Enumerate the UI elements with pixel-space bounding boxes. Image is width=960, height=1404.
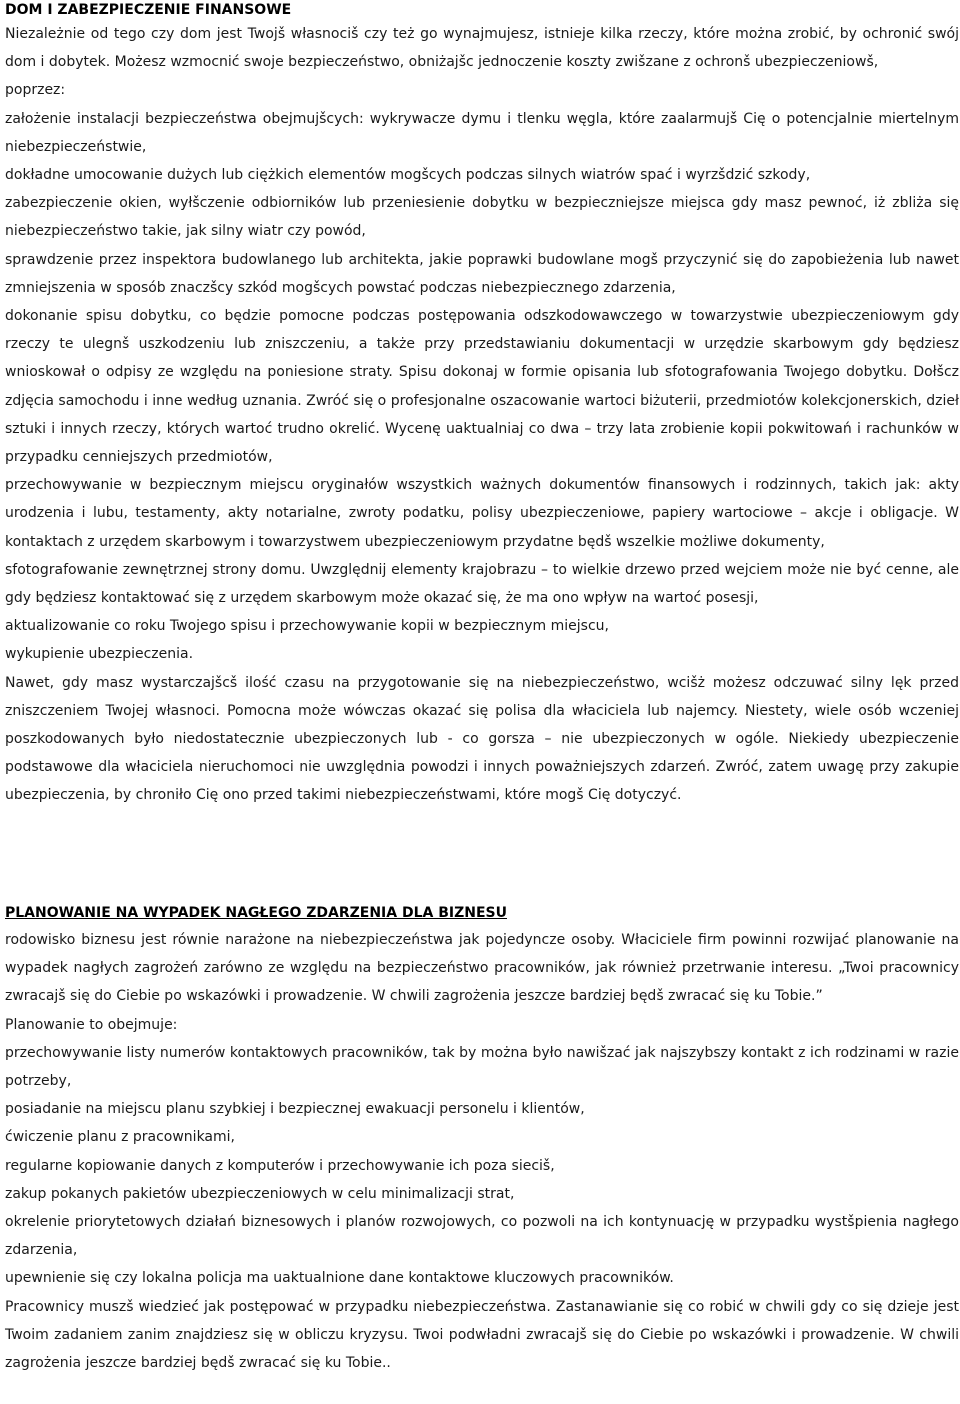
- list-item: zabezpieczenie okien, wyłšczenie odbiorników lub przeniesienie dobytku w bezpieczniejsze miejsca gdy masz pewnoć, iż zbliża się niebezpieczeństwo takie, jak silny wiatr czy powód,: [5, 195, 959, 240]
- paragraph: Pracownicy muszš wiedzieć jak postępować w przypadku niebezpieczeństwa. Zastanawianie się co robić w chwili gdy co się dzieje jest Twoim zadaniem zanim znajdziesz się w obliczu kryzysu. Twoi podwładni zwracajš się do Ciebie po wskazówki i prowadzenie. W chwili zagrożenia jeszcze bardziej będš zwracać się ku Tobie..: [5, 1298, 959, 1372]
- list-item: zakup pokanych pakietów ubezpieczeniowych w celu minimalizacji strat,: [5, 1185, 515, 1202]
- paragraph: poprzez:: [5, 82, 66, 99]
- section-title-business-planning: PLANOWANIE NA WYPADEK NAGŁEGO ZDARZENIA DLA BIZNESU: [5, 905, 507, 921]
- list-item: ćwiczenie planu z pracownikami,: [5, 1129, 235, 1146]
- list-item: założenie instalacji bezpieczeństwa obejmujšcych: wykrywacze dymu i tlenku węgla, które zaalarmujš Cię o potencjalnie miertelnym niebezpieczeństwie,: [5, 110, 959, 155]
- section-title-home-security: DOM I ZABEZPIECZENIE FINANSOWE: [5, 2, 292, 18]
- paragraph: Nawet, gdy masz wystarczajšcš ilość czasu na przygotowanie się na niebezpieczeństwo, wcišż możesz odczuwać silny lęk przed zniszczeniem Twojej własnoci. Pomocna może wówczas okazać się polisa dla właciciela lub najemcy. Niestety, wiele osób wczeniej poszkodowanych było niedostatecznie ubezpieczonych lub - co gorsza – nie ubezpieczonych w ogóle. Niekiedy ubezpieczenie podstawowe dla właciciela nieruchomoci nie uwzględnia powodzi i innych poważniejszych zdarzeń. Zwróć, zatem uwagę przy zakupie ubezpieczenia, by chroniło Cię ono przed takimi niebezpieczeństwami, które mogš Cię dotyczyć.: [5, 674, 959, 804]
- list-item: posiadanie na miejscu planu szybkiej i bezpiecznej ewakuacji personelu i klientów,: [5, 1101, 585, 1118]
- paragraph: rodowisko biznesu jest równie narażone na niebezpieczeństwa jak pojedyncze osoby. Właciciele firm powinni rozwijać planowanie na wypadek nagłych zagrożeń zarówno ze względu na bezpieczeństwo pracowników, jak również przetrwanie interesu. „Twoi pracownicy zwracajš się do Ciebie po wskazówki i prowadzenie. W chwili zagrożenia jeszcze bardziej będš zwracać się ku Tobie.”: [5, 932, 959, 1005]
- paragraph: Planowanie to obejmuje:: [5, 1016, 178, 1033]
- list-item: dokładne umocowanie dużych lub ciężkich elementów mogšcych podczas silnych wiatrów spać i wyrzšdzić szkody,: [5, 167, 811, 184]
- section-body-home-security: [5, 20, 959, 810]
- list-item: okrelenie priorytetowych działań biznesowych i planów rozwojowych, co pozwoli na ich kontynuację w przypadku wystšpienia nagłego zdarzenia,: [5, 1214, 959, 1259]
- list-item: sfotografowanie zewnętrznej strony domu. Uwzględnij elementy krajobrazu – to wielkie drzewo przed wejciem może nie być cenne, ale gdy będziesz kontaktować się z urzędem skarbowym może okazać się, że ma ono wpływ na wartoć posesji,: [5, 561, 959, 607]
- list-item: aktualizowanie co roku Twojego spisu i przechowywanie kopii w bezpiecznym miejscu,: [5, 618, 609, 635]
- list-item: wykupienie ubezpieczenia.: [5, 646, 194, 663]
- paragraph: Niezależnie od tego czy dom jest Twojš własnociš czy też go wynajmujesz, istnieje kilka rzeczy, które można zrobić, by ochronić swój dom i dobytek. Możesz wzmocnić swoje bezpieczeństwo, obniżajšc jednoczenie koszty zwišzane z ochronš ubezpieczeniowš,: [5, 26, 959, 71]
- list-item: regularne kopiowanie danych z komputerów i przechowywanie ich poza sieciš,: [5, 1157, 555, 1174]
- list-item: przechowywanie w bezpiecznym miejscu oryginałów wszystkich ważnych dokumentów finansowych i rodzinnych, takich jak: akty urodzenia i lubu, testamenty, akty notarialne, zwroty podatku, polisy ubezpieczeniowe, papiery wartociowe – akcje i obligacje. W kontaktach z urzędem skarbowym i towarzystwem ubezpieczeniowym przydatne będš wszelkie możliwe dokumenty,: [5, 477, 959, 550]
- list-item: przechowywanie listy numerów kontaktowych pracowników, tak by można było nawišzać jak najszybszy kontakt z ich rodzinami w razie potrzeby,: [5, 1044, 959, 1090]
- list-item: upewnienie się czy lokalna policja ma uaktualnione dane kontaktowe kluczowych pracowników.: [5, 1270, 674, 1287]
- list-item: sprawdzenie przez inspektora budowlanego lub architekta, jakie poprawki budowlane mogš przyczynić się do zapobieżenia lub nawet zmniejszenia w sposób znaczšcy szkód mogšcych powstać podczas niebezpiecznego zdarzenia,: [5, 251, 959, 296]
- list-item: dokonanie spisu dobytku, co będzie pomocne podczas postępowania odszkodowawczego w towarzystwie ubezpieczeniowym gdy rzeczy te ulegnš uszkodzeniu lub zniszczeniu, a także przy przedstawianiu dokumentacji w urzędzie skarbowym gdy będziesz wnioskował o odpisy ze względu na poniesione straty. Spisu dokonaj w formie opisania lub sfotografowania Twojego dobytku. Dołšcz zdjęcia samochodu i inne według uznania. Zwróć się o profesjonalne oszacowanie wartoci biżuterii, przedmiotów kolekcjonerskich, dzieł sztuki i innych rzeczy, których wartoć trudno okrelić. Wycenę uaktualniaj co dwa – trzy lata zrobienie kopii pokwitowań i rachunków w przypadku cenniejszych przedmiotów,: [5, 308, 959, 466]
- section-body-business-planning: [5, 926, 959, 1377]
